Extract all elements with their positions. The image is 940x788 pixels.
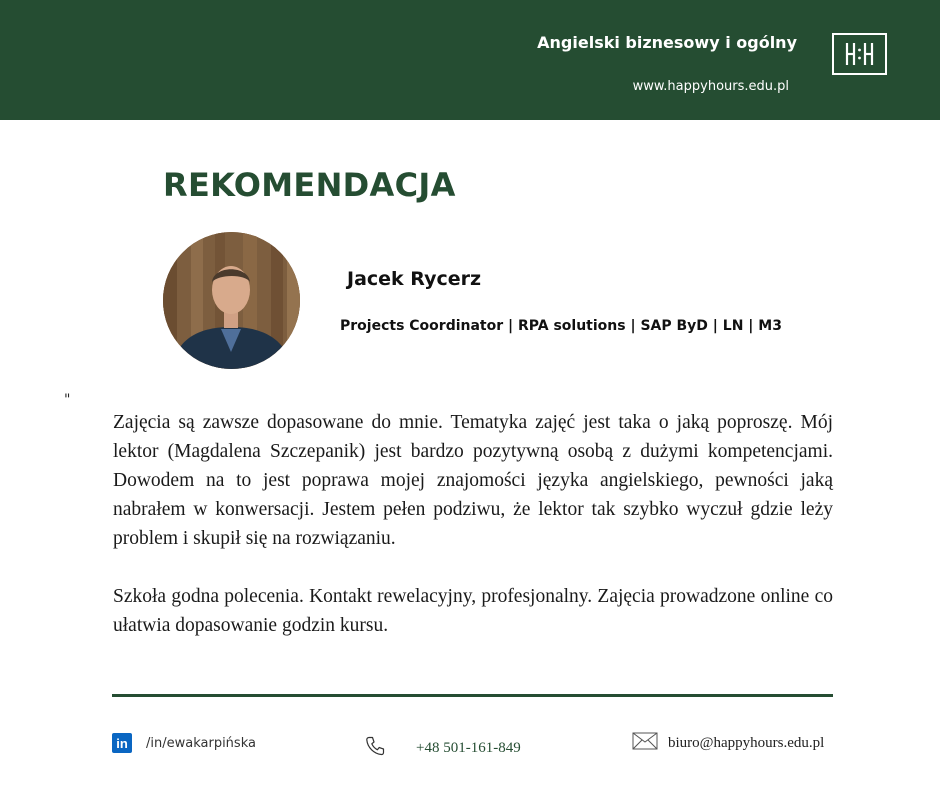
person-name: Jacek Rycerz [347,268,482,290]
phone-contact[interactable] [364,735,521,761]
person-job-title: Projects Coordinator | RPA solutions | SAP ByD | LN | M3 [340,318,782,334]
footer-divider [112,694,833,697]
header-banner [0,0,940,120]
happyhours-logo-icon [832,33,887,75]
email-contact[interactable] [632,732,824,754]
linkedin-contact[interactable] [112,733,256,753]
quote-mark: " [64,392,71,408]
person-avatar [163,232,300,369]
header-title: Angielski biznesowy i ogólny [537,33,797,52]
envelope-icon [632,732,658,754]
page-title: REKOMENDACJA [163,166,456,204]
testimonial-paragraph: Zajęcia są zawsze dopasowane do mnie. Tematyka zajęć jest taka o jaką poproszę. Mój lektor (Magdalena Szczepanik) jest bardzo pozytywną osobą z dużymi kompetencjami. Dowodem na to jest poprawa mojej znajomości języka angielskiego, pewności jaką nabrałem w konwersacji. Jestem pełen podziwu, że lektor tak szybko wyczuł gdzie leży problem i skupił się na rozwiązaniu. [113,412,833,549]
testimonial-text [113,408,833,640]
testimonial-paragraph: Szkoła godna polecenia. Kontakt rewelacyjny, profesjonalny. Zajęcia prowadzone online co ułatwia dopasowanie godzin kursu. [113,586,833,636]
phone-number: +48 501-161-849 [416,739,521,756]
email-address: biuro@happyhours.edu.pl [668,734,825,751]
linkedin-icon: in [112,733,132,753]
phone-icon [364,735,386,761]
header-website-link[interactable]: www.happyhours.edu.pl [632,79,789,94]
linkedin-handle: /in/ewakarpińska [146,735,256,751]
